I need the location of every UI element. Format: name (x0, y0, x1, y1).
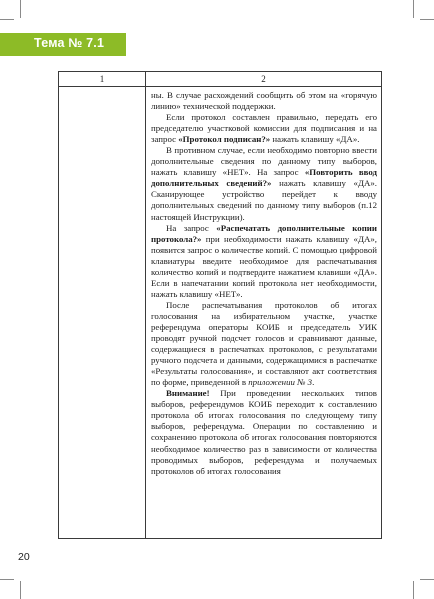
topic-tab (0, 33, 126, 56)
text-run: После распечатывания протоколов об итогах голосования на избирательном участке, участке референдума операторы КОИБ и председатель УИК проводят ручной подсчет голосов и сравнивают данные, содержащиеся в распечатках протоколов, с результатами ручного подсчета и данными, содержащимися в распечатке «Результаты голосования», и составляют акт соответствия по форме, приведенной в (151, 299, 377, 388)
crop-mark-bottom-left-h (0, 579, 14, 580)
instruction-table (58, 71, 382, 539)
crop-mark-top-left-h (0, 19, 14, 20)
text-run: В противном случае, если необходимо повторно ввести дополнительные сведения по данному типу выборов, нажать клавишу «НЕТ». На запрос (151, 145, 377, 178)
crop-mark-bottom-left-v (20, 581, 21, 599)
crop-mark-top-left-v (20, 0, 21, 18)
crop-mark-bottom-right-h (420, 579, 434, 580)
text-run: при необходимости нажать клавишу «ДА», появится запрос о количестве копий. С помощью цифровой клавиатуры введите необходимое для распечатывания количество копий и подтвердите нажатием клавиши «ДА». Если в напечатании копий протокола нет необходимости, нажать клавишу «НЕТ». (151, 233, 377, 299)
instruction-paragraph (151, 145, 377, 222)
crop-mark-bottom-right-v (413, 581, 414, 599)
topic-label: Тема № 7.1 (34, 36, 105, 50)
bold-text: Внимание! (166, 388, 210, 399)
instruction-paragraph (151, 90, 377, 112)
bold-text: «Повторить ввод дополнительных сведений?» (151, 167, 378, 189)
column-1-header: 1 (99, 74, 105, 84)
text-run: ны. В случае расхождений сообщить об этом на «горячую линию» технической поддержки. (151, 90, 377, 112)
instruction-paragraph (151, 112, 377, 145)
column-divider (145, 72, 146, 538)
page-number: 20 (18, 551, 30, 563)
instruction-paragraph (151, 223, 377, 300)
italic-text: приложении № 3 (248, 377, 313, 388)
column-2-header: 2 (261, 74, 266, 84)
text-run: На запрос (166, 222, 217, 233)
text-run: нажать клавишу «ДА». Сканирующее устройство перейдет к вводу дополнительных сведений по данному типу выборов (п.12 настоящей Инструкции). (151, 178, 378, 222)
crop-mark-top-right-v (413, 0, 414, 18)
crop-mark-top-right-h (420, 19, 434, 20)
instruction-paragraph (151, 388, 377, 476)
table-header-row (59, 72, 381, 87)
text-run: При проведении нескольких типов выборов, референдумов КОИБ переходит к составлению протокола об итогах голосования по следующему типу выборов, референдума. Операции по составлению и сохранению протокола об итогах голосования повторяются необходимое количество раз в зависимости от количества проводимых выборов, референдума и получаемых протоколов об итогах голосования (151, 388, 377, 476)
bold-text: «Распечатать дополнительные копии протокола?» (151, 222, 377, 244)
bold-text: «Протокол подписан?» (178, 134, 271, 145)
instruction-text-cell (151, 90, 377, 477)
text-run: нажать клавишу «ДА». (270, 134, 360, 145)
text-run: Если протокол составлен правильно, передать его председателю участковой комиссии для подписания и на запрос (151, 112, 377, 145)
text-run: . (312, 377, 315, 388)
instruction-paragraph (151, 300, 377, 388)
